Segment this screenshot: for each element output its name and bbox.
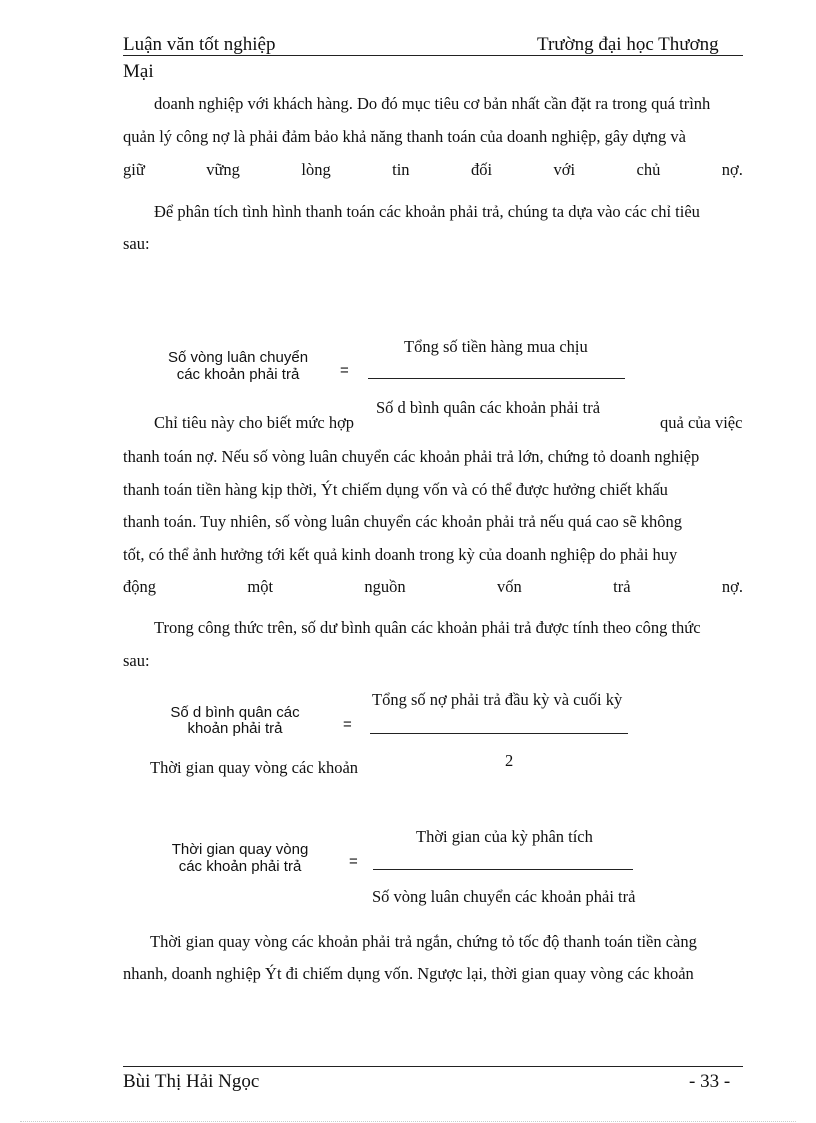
equals-sign: = [340,362,349,379]
paragraph-line: thanh toán. Tuy nhiên, số vòng luân chuyển các khoản phải trả nếu quá cao sẽ không [123,512,683,531]
justified-line [123,577,743,597]
header-continuation: Mại [123,61,154,82]
paragraph-line: quản lý công nợ là phải đảm bảo khả năng thanh toán của doanh nghiệp, gây dựng và [123,127,686,146]
paragraph-line: Thời gian quay vòng các khoản phải trả ngắn, chứng tỏ tốc độ thanh toán tiền càng [150,932,697,951]
header-rule [123,55,743,56]
word: nợ. [721,577,743,596]
footer-rule [123,1066,743,1067]
paragraph-line: sau: [123,234,150,253]
paragraph-line: doanh nghiệp với khách hàng. Do đó mục tiêu cơ bản nhất cần đặt ra trong quá trình [154,94,711,113]
denominator: 2 [505,751,514,770]
paragraph-line: thanh toán tiền hàng kịp thời, Ýt chiếm dụng vốn và có thể được hưởng chiết khấu [123,480,668,499]
paragraph-line: Trong công thức trên, số dư bình quân các khoản phải trả được tính theo công thức [154,618,701,637]
word: lòng [301,160,331,179]
formula-label-line: Số vòng luân chuyển [167,349,309,366]
word: giữ [123,160,145,179]
equals-sign: = [349,853,358,870]
paragraph-line: tốt, có thể ảnh hưởng tới kết quả kinh doanh trong kỳ của doanh nghiệp do phải huy [123,545,678,564]
stray-text: Thời gian quay vòng các khoản [150,758,359,777]
equals-sign: = [343,716,352,733]
formula-label-line: Số d bình quân các [170,704,300,721]
paragraph-line: Chỉ tiêu này cho biết mức hợp [154,413,355,432]
denominator: Số vòng luân chuyển các khoản phải trả [372,887,636,906]
word: vốn [497,577,522,596]
numerator: Thời gian của kỳ phân tích [416,827,593,846]
paragraph-line: nhanh, doanh nghiệp Ýt đi chiếm dụng vốn. Ngược lại, thời gian quay vòng các khoản [123,964,694,983]
word: nợ. [721,160,743,179]
page-number: - 33 - [689,1071,731,1092]
footer-author: Bùi Thị Hải Ngọc [123,1071,260,1092]
paragraph-line: sau: [123,651,150,670]
paragraph-line: Để phân tích tình hình thanh toán các khoản phải trả, chúng ta dựa vào các chỉ tiêu [154,202,700,221]
formula-label-line: các khoản phải trả [176,366,300,383]
word: tin [392,160,410,179]
fraction-bar [373,869,633,870]
numerator: Tổng số nợ phải trả đầu kỳ và cuối kỳ [372,690,623,709]
paragraph-line: quả của việc [660,413,743,432]
formula-label-line: khoản phải trả [187,720,283,737]
paragraph-line: thanh toán nợ. Nếu số vòng luân chuyển các khoản phải trả lớn, chứng tỏ doanh nghiệp [123,447,700,466]
header-left: Luận văn tốt nghiệp [123,34,276,55]
denominator: Số d bình quân các khoản phải trả [376,398,601,417]
word: trả [613,577,631,596]
fraction-bar [368,378,625,379]
page-edge-dotted [20,1121,796,1122]
formula-label-line: Thời gian quay vòng [171,841,309,858]
word: nguồn [364,577,406,596]
fraction-bar [370,733,628,734]
word: vững [206,160,240,179]
header-right: Trường đại học Thương [537,34,719,55]
numerator: Tổng số tiền hàng mua chịu [404,337,588,356]
justified-line [123,160,743,180]
word: một [247,577,274,596]
word: với [553,160,576,179]
formula-label-line: các khoản phải trả [178,858,302,875]
word: đối [471,160,493,179]
word: chủ [636,160,661,179]
word: động [123,577,156,596]
